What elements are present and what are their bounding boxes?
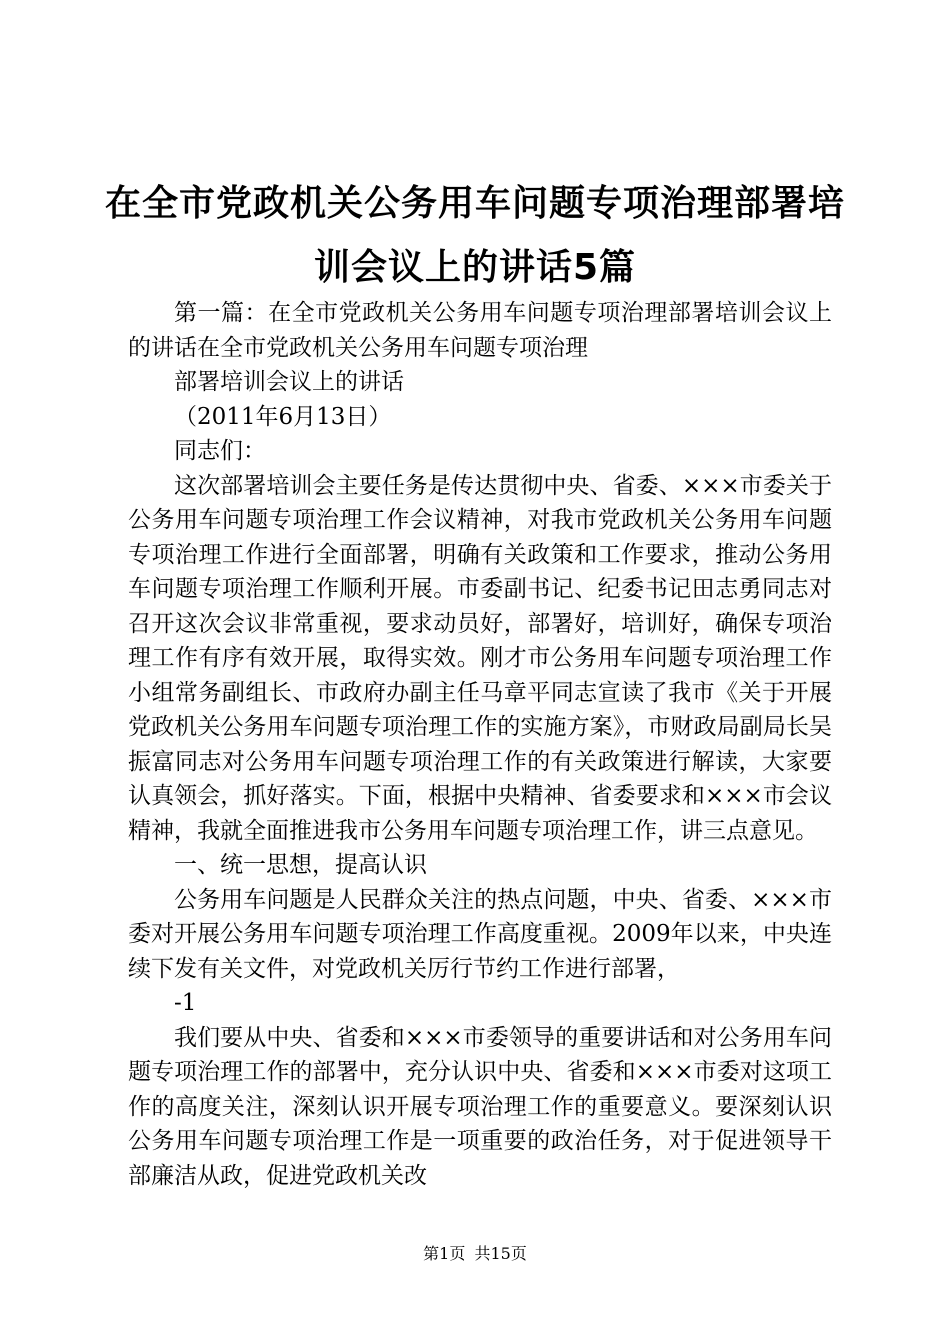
- page-number: 第1页: [423, 1244, 466, 1263]
- document-title: 在全市党政机关公务用车问题专项治理部署培训会议上的讲话5篇: [104, 183, 845, 288]
- page-marker: -1: [174, 990, 197, 1016]
- document-body: [128, 296, 832, 1193]
- paragraph: 第一篇：在全市党政机关公务用车问题专项治理部署培训会议上的讲话在全市党政机关公务用车问题专项治理: [128, 300, 832, 361]
- section-heading: 一、统一思想，提高认识: [174, 852, 427, 878]
- paragraph: 同志们：: [174, 438, 266, 464]
- paragraph: 我们要从中央、省委和×××市委领导的重要讲话和对公务用车问题专项治理工作的部署中，充分认识中央、省委和×××市委对这项工作的高度关注，深刻认识开展专项治理工作的重要意义。要深刻认识公务用车问题专项治理工作是一项重要的政治任务，对于促进领导干部廉洁从政，促进党政机关改: [128, 1024, 832, 1189]
- page-footer: [0, 1244, 950, 1264]
- page-total: 共15页: [474, 1244, 527, 1263]
- paragraph: 部署培训会议上的讲话: [174, 369, 404, 395]
- paragraph: 这次部署培训会主要任务是传达贯彻中央、省委、×××市委关于公务用车问题专项治理工作会议精神，对我市党政机关公务用车问题专项治理工作进行全面部署，明确有关政策和工作要求，推动公务用车问题专项治理工作顺利开展。市委副书记、纪委书记田志勇同志对召开这次会议非常重视，要求动员好，部署好，培训好，确保专项治理工作有序有效开展，取得实效。刚才市公务用车问题专项治理工作小组常务副组长、市政府办副主任马章平同志宣读了我市《关于开展党政机关公务用车问题专项治理工作的实施方案》，市财政局副局长吴振富同志对公务用车问题专项治理工作的有关政策进行解读，大家要认真领会，抓好落实。下面，根据中央精神、省委要求和×××市会议精神，我就全面推进我市公务用车问题专项治理工作，讲三点意见。: [128, 472, 832, 844]
- paragraph: 公务用车问题是人民群众关注的热点问题，中央、省委、×××市委对开展公务用车问题专项治理工作高度重视。2009年以来，中央连续下发有关文件，对党政机关厉行节约工作进行部署，: [128, 886, 832, 982]
- paragraph: （2011年6月13日）: [174, 403, 392, 430]
